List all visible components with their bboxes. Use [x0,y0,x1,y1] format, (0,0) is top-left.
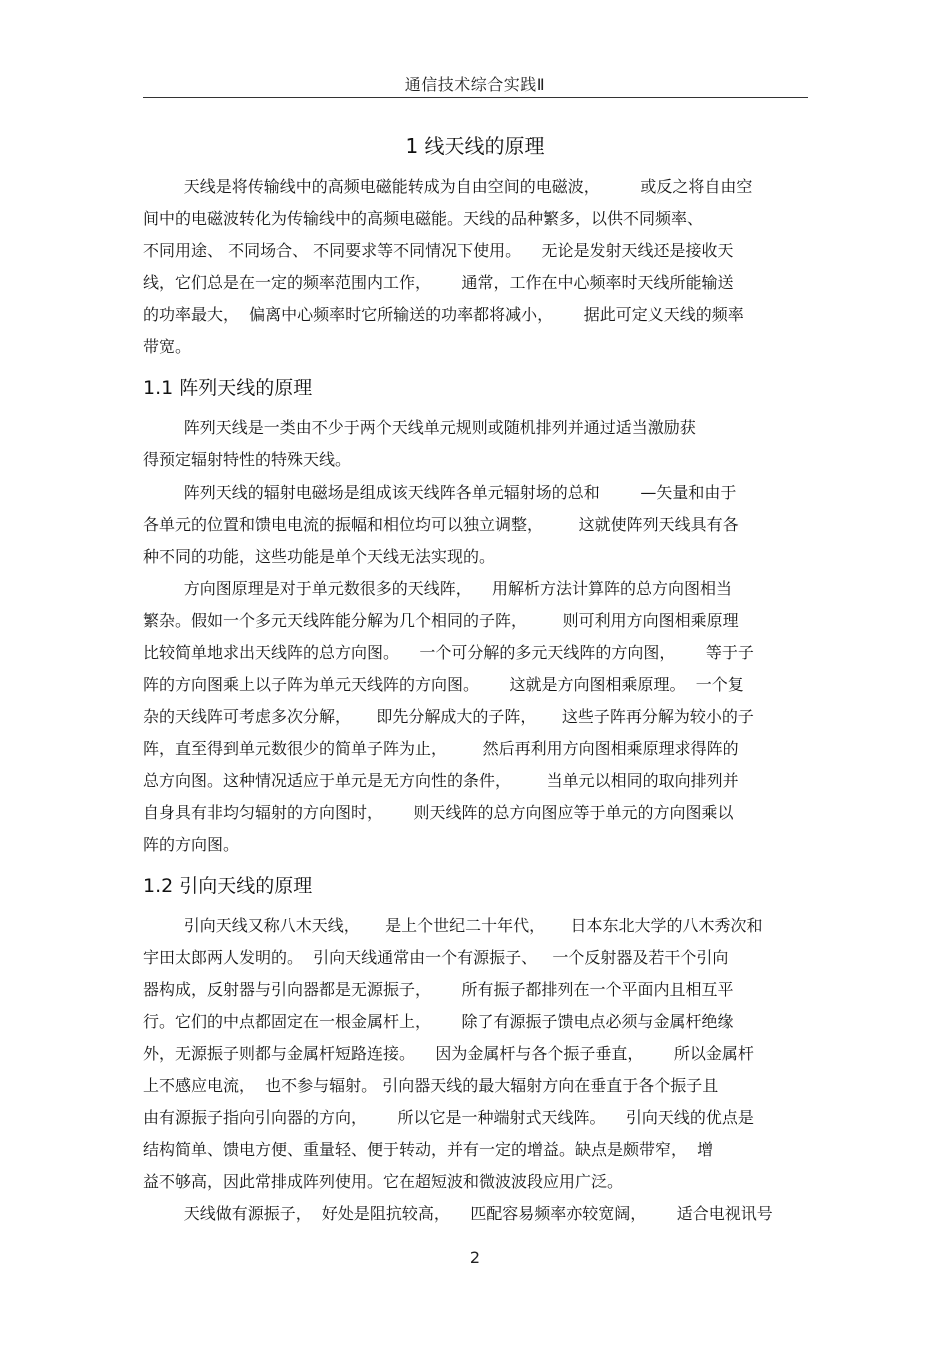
text-line: 益不够高，因此常排成阵列使用。它在超短波和微波波段应用广泛。 [143,1172,624,1191]
text-line: 上不感应电流， 也不参与辐射。 引向器天线的最大辐射方向在垂直于各个振子且 [143,1076,719,1095]
text-line: 阵的方向图。 [143,835,240,854]
text-line: 结构简单、馈电方便、重量轻、便于转动，并有一定的增益。缺点是颇带窄， 增 [143,1140,714,1159]
text-line: 总方向图。这种情况适应于单元是无方向性的条件， 当单元以相同的取向排列并 [143,771,739,790]
text-line: 由有源振子指向引向器的方向， 所以它是一种端射式天线阵。 引向天线的优点是 [143,1108,754,1127]
text-line: 方向图原理是对于单元数很多的天线阵， 用解析方法计算阵的总方向图相当 [143,579,733,598]
text-line: 行。它们的中点都固定在一根金属杆上， 除了有源振子馈电点必须与金属杆绝缘 [143,1012,734,1031]
running-header: 通信技术综合实践Ⅱ [404,75,546,94]
text-line: 阵列天线的辐射电磁场是组成该天线阵各单元辐射场的总和 —矢量和由于 [143,483,737,502]
text-line: 阵列天线是一类由不少于两个天线单元规则或随机排列并通过适当激励获 [143,418,696,437]
text-line: 不同用途、 不同场合、 不同要求等不同情况下使用。 无论是发射天线还是接收天 [143,241,734,260]
text-line: 繁杂。假如一个多元天线阵能分解为几个相同的子阵， 则可利用方向图相乘原理 [143,611,739,630]
section-title: 1 线天线的原理 [405,134,545,158]
text-line: 各单元的位置和馈电电流的振幅和相位均可以独立调整， 这就使阵列天线具有各 [143,515,739,534]
text-line: 阵，直至得到单元数很少的简单子阵为止， 然后再利用方向图相乘原理求得阵的 [143,739,739,758]
text-line: 引向天线又称八木天线， 是上个世纪二十年代， 日本东北大学的八木秀次和 [143,916,763,935]
text-line: 外，无源振子则都与金属杆短路连接。 因为金属杆与各个振子垂直， 所以金属杆 [143,1044,754,1063]
text-line: 线，它们总是在一定的频率范围内工作， 通常，工作在中心频率时天线所能输送 [143,273,734,292]
text-line: 杂的天线阵可考虑多次分解， 即先分解成大的子阵， 这些子阵再分解为较小的子 [143,707,754,726]
subsection-title-array-antenna: 1.1 阵列天线的原理 [143,377,313,399]
text-line: 得预定辐射特性的特殊天线。 [143,450,352,469]
subsection-title-yagi-antenna: 1.2 引向天线的原理 [143,875,313,897]
text-line: 带宽。 [143,337,192,356]
text-line: 阵的方向图乘上以子阵为单元天线阵的方向图。 这就是方向图相乘原理。 一个复 [143,675,744,694]
text-line: 的功率最大， 偏离中心频率时它所输送的功率都将减小， 据此可定义天线的频率 [143,305,744,324]
text-line: 比较简单地求出天线阵的总方向图。 一个可分解的多元天线阵的方向图， 等于子 [143,643,754,662]
text-line: 宇田太郎两人发明的。 引向天线通常由一个有源振子、 一个反射器及若干个引向 [143,948,729,967]
text-line: 天线做有源振子， 好处是阻抗较高， 匹配容易频率亦较宽阔， 适合电视讯号 [143,1204,773,1223]
header-divider [143,97,808,98]
text-line: 器构成，反射器与引向器都是无源振子， 所有振子都排列在一个平面内且相互平 [143,980,734,999]
page-number: 2 [469,1248,481,1267]
text-line: 自身具有非均匀辐射的方向图时， 则天线阵的总方向图应等于单元的方向图乘以 [143,803,734,822]
text-line: 间中的电磁波转化为传输线中的高频电磁能。天线的品种繁多，以供不同频率、 [143,209,704,228]
text-line: 天线是将传输线中的高频电磁能转成为自由空间的电磁波， 或反之将自由空 [143,177,753,196]
text-line: 种不同的功能，这些功能是单个天线无法实现的。 [143,547,496,566]
